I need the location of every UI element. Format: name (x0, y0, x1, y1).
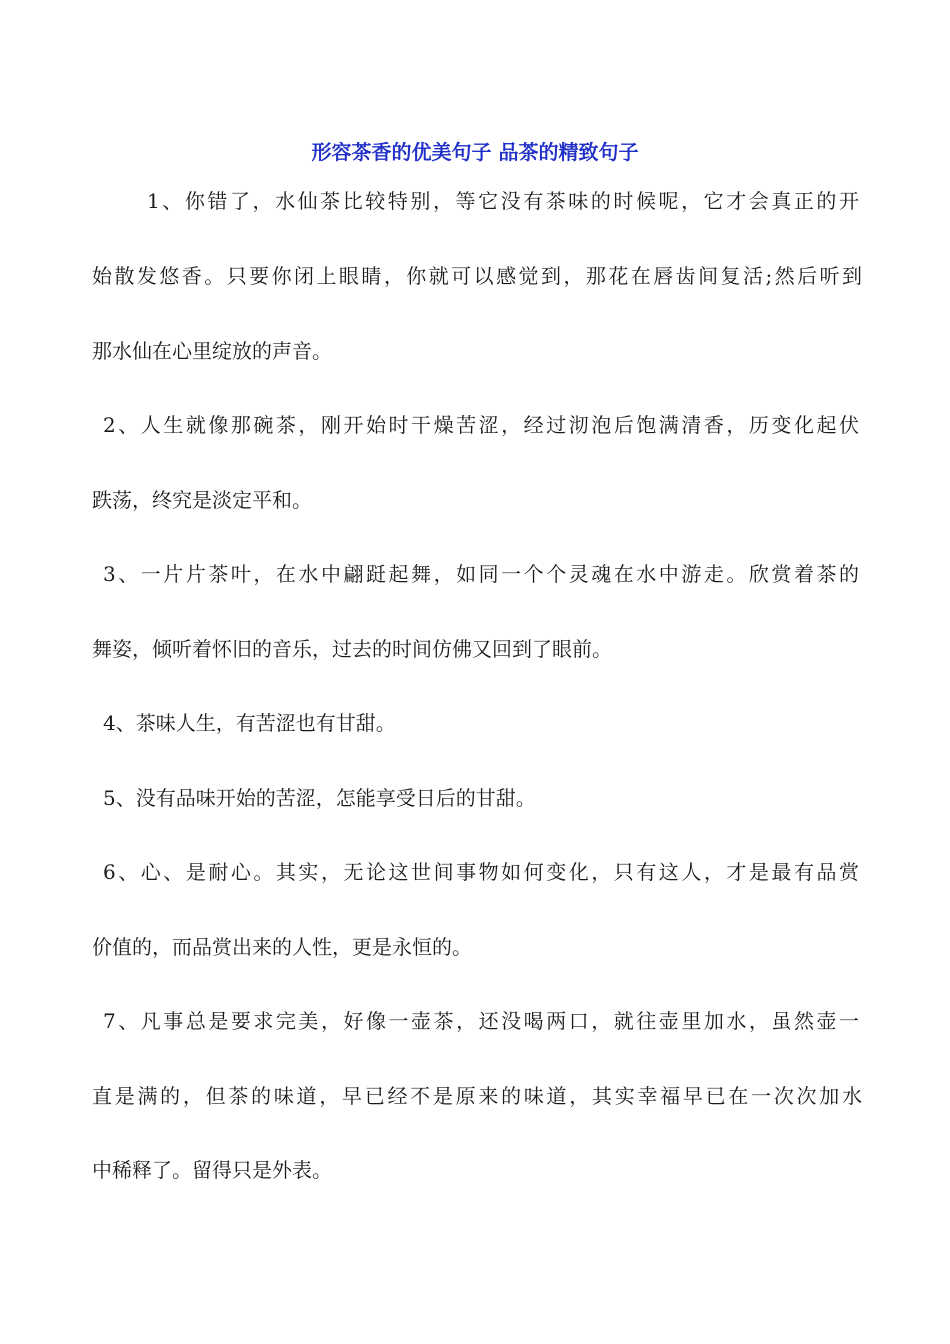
paragraph-line: 6、心、是耐心。其实，无论这世间事物如何变化，只有这人，才是最有品赏 (103, 860, 859, 884)
paragraph-line: 2、人生就像那碗茶，刚开始时干燥苦涩，经过沏泡后饱满清香，历变化起伏 (103, 413, 859, 437)
document-title: 形容茶香的优美句子 品茶的精致句子 (311, 140, 639, 164)
paragraph-line: 始散发悠香。只要你闭上眼睛，你就可以感觉到，那花在唇齿间复活;然后听到 (92, 264, 862, 288)
paragraph-line: 舞姿，倾听着怀旧的音乐，过去的时间仿佛又回到了眼前。 (92, 637, 612, 661)
paragraph-line: 价值的，而品赏出来的人性，更是永恒的。 (92, 935, 472, 959)
paragraph-line: 4、茶味人生，有苦涩也有甘甜。 (103, 711, 396, 735)
paragraph-line: 1、你错了，水仙茶比较特别，等它没有茶味的时候呢，它才会真正的开 (147, 189, 859, 213)
paragraph-line: 中稀释了。留得只是外表。 (92, 1158, 332, 1182)
paragraph-line: 3、一片片茶叶，在水中翩跹起舞，如同一个个灵魂在水中游走。欣赏着茶的 (103, 562, 859, 586)
paragraph-line: 那水仙在心里绽放的声音。 (92, 339, 332, 363)
paragraph-line: 5、没有品味开始的苦涩，怎能享受日后的甘甜。 (103, 786, 536, 810)
paragraph-line: 直是满的，但茶的味道，早已经不是原来的味道，其实幸福早已在一次次加水 (92, 1084, 862, 1108)
paragraph-line: 跌荡，终究是淡定平和。 (92, 488, 312, 512)
paragraph-line: 7、凡事总是要求完美，好像一壶茶，还没喝两口，就往壶里加水，虽然壶一 (103, 1009, 859, 1033)
